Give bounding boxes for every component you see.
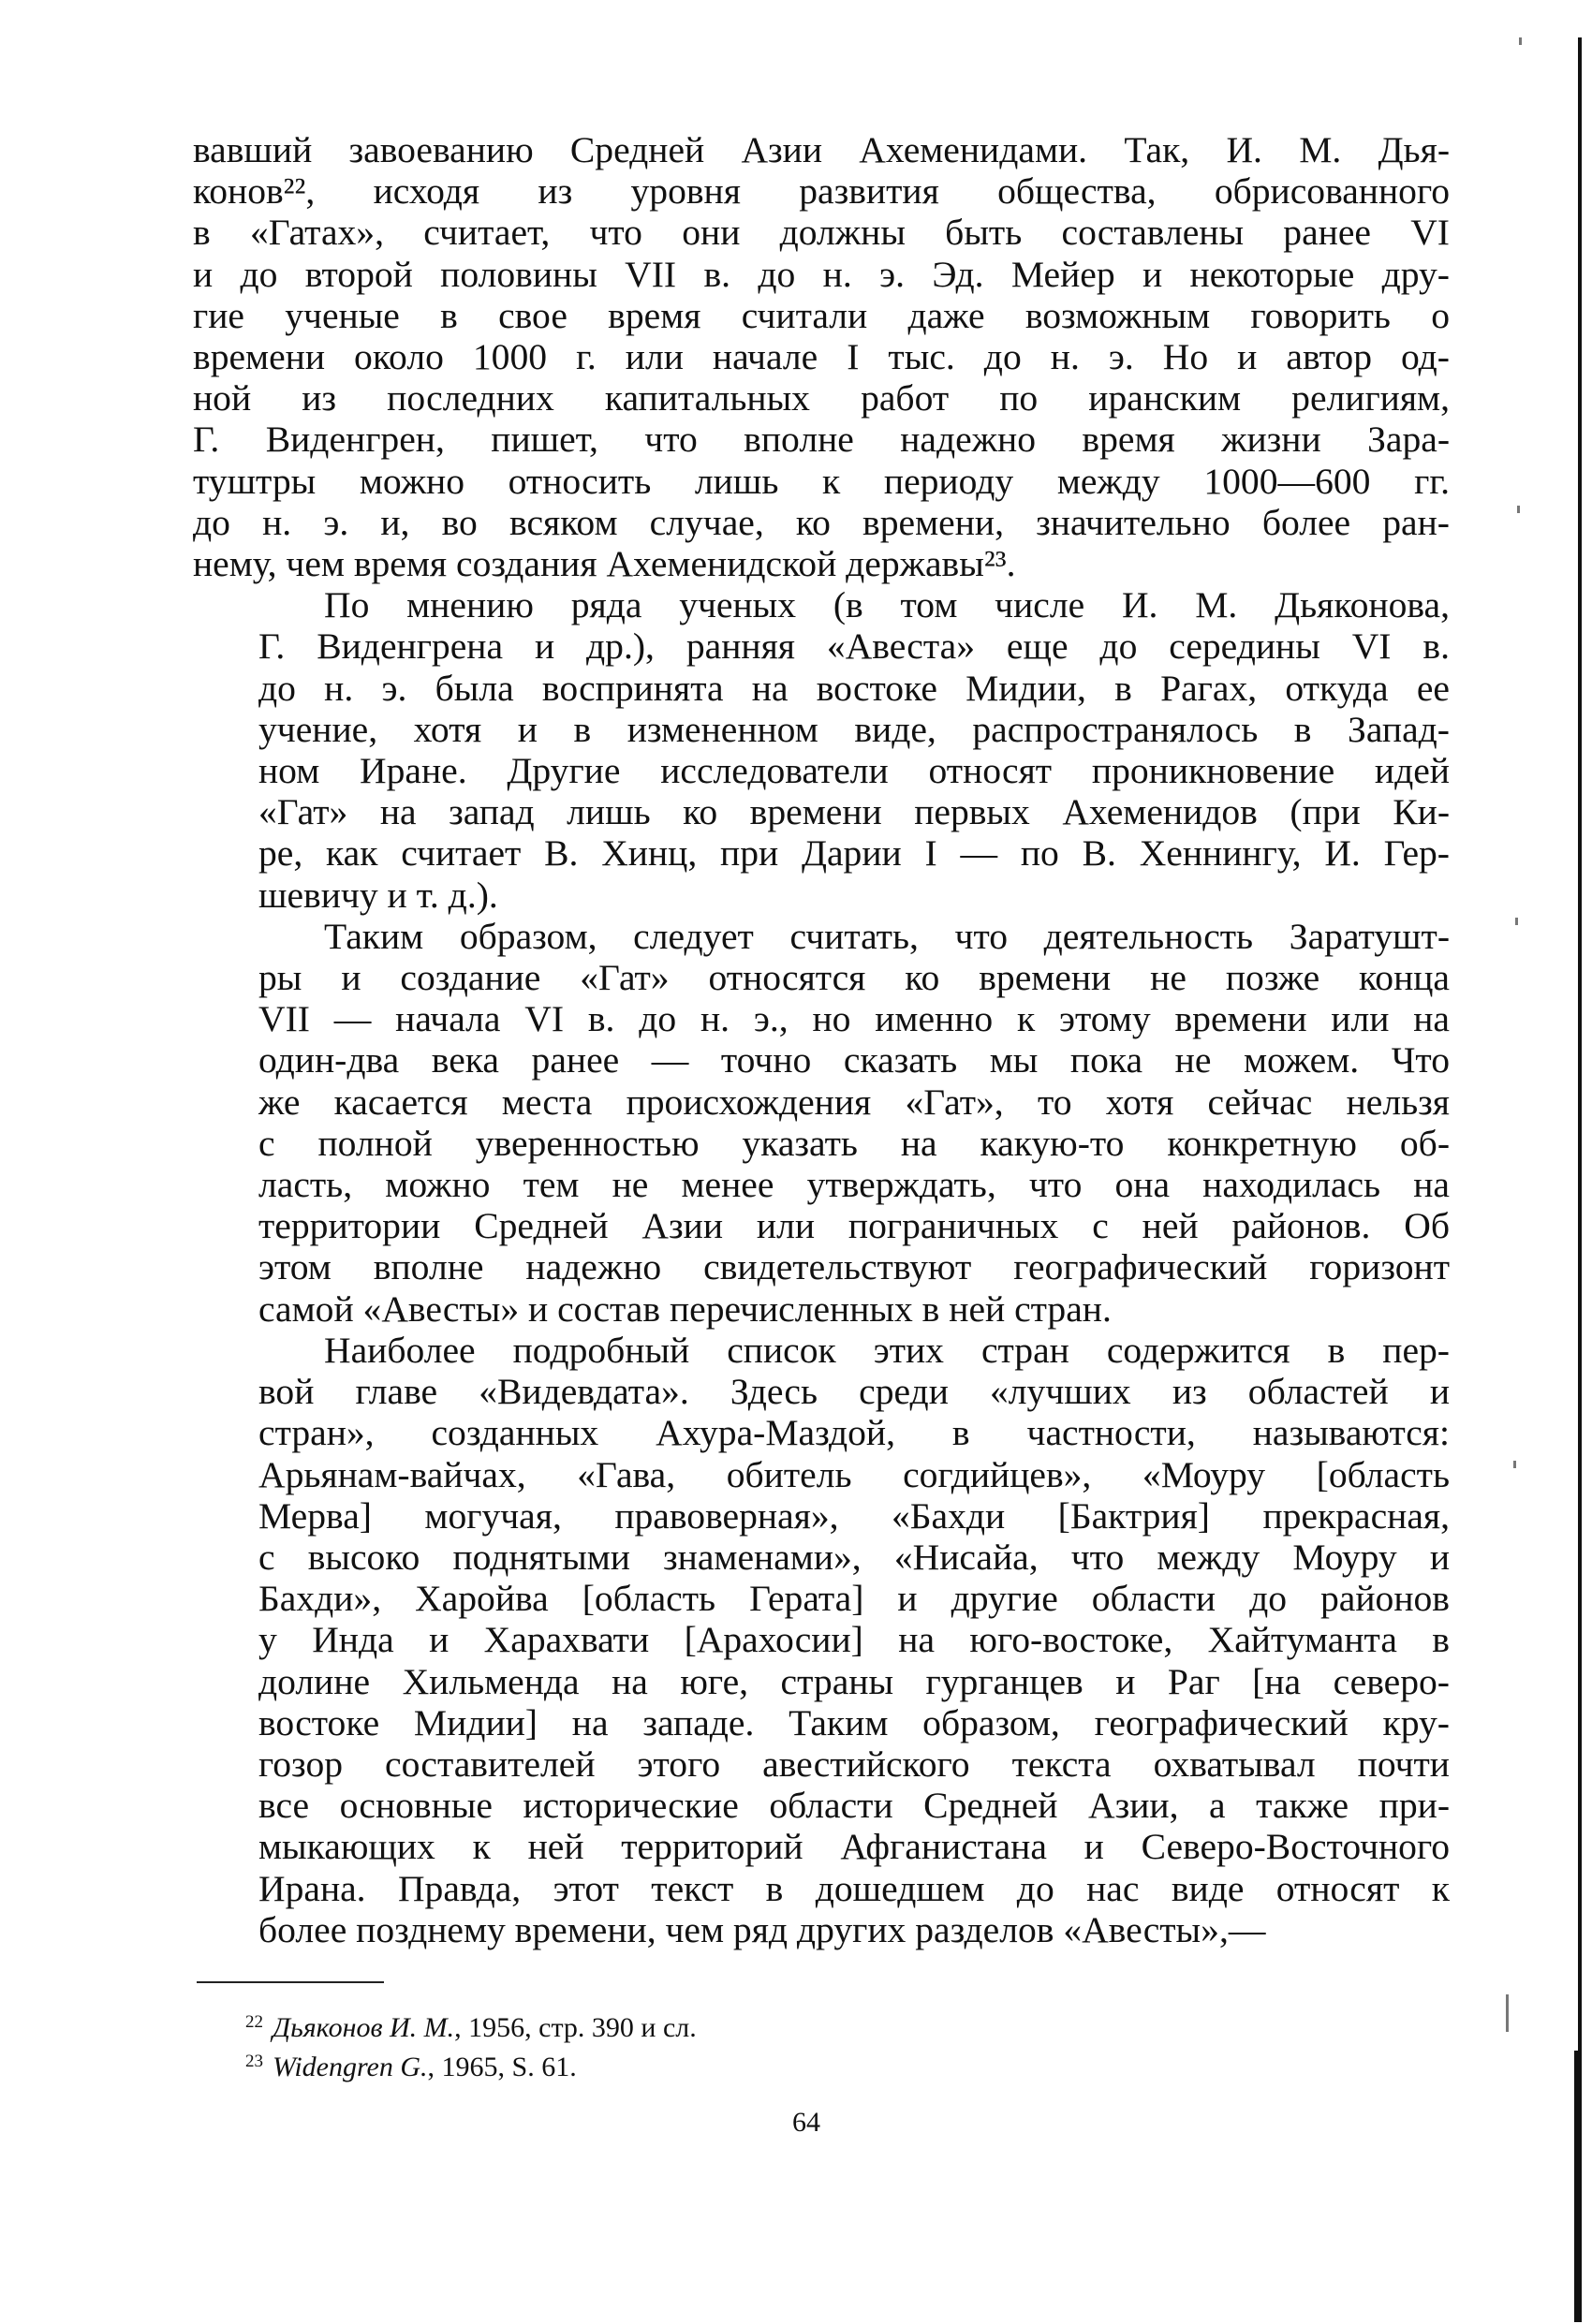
text-line: с высоко поднятыми знаменами», «Нисайа, что между Моуру и — [258, 1536, 1450, 1578]
text-line: ры и создание «Гат» относятся ко времени не позже конца — [258, 957, 1450, 999]
footnote-23 — [245, 2045, 697, 2084]
scan-edge-shadow-dark — [1574, 2051, 1582, 2322]
text-line: один-два века ранее — точно сказать мы пока не можем. Что — [258, 1039, 1450, 1081]
text-line: шевичу и т. д.). — [258, 874, 498, 916]
text-line: По мнению ряда ученых (в том числе И. М. Дьяконова, — [324, 584, 1450, 626]
text-line: Наиболее подробный список этих стран содержится в пер- — [324, 1329, 1450, 1371]
text-line: Г. Виденгрена и др.), ранняя «Авеста» еще до середины VI в. — [258, 625, 1450, 668]
paragraph — [193, 1330, 1450, 1950]
scan-speck — [1513, 1461, 1516, 1468]
text-line: вавший завоеванию Средней Азии Ахеменидами. Так, И. М. Дья- — [193, 129, 1450, 170]
text-line: ном Иране. Другие исследователи относят проникновение идей — [258, 750, 1450, 792]
text-line: территории Средней Азии или пограничных с ней районов. Об — [258, 1205, 1450, 1247]
text-line: VII — начала VI в. до н. э., но именно к этому времени или на — [258, 998, 1450, 1040]
text-line: Мерва] могучая, правоверная», «Бахди [Бактрия] прекрасная, — [258, 1494, 1450, 1537]
text-line: в «Гатах», считает, что они должны быть составлены ранее VI — [193, 212, 1450, 254]
text-line: этом вполне надежно свидетельствуют географический горизонт — [258, 1246, 1450, 1288]
text-line: гие ученые в свое время считали даже возможным говорить о — [193, 294, 1450, 336]
text-line: ласть, можно тем не менее утверждать, что она находилась на — [258, 1164, 1450, 1206]
text-line: туштры можно относить лишь к периоду между 1000—600 гг. — [193, 460, 1450, 502]
footnote-author: Widengren G. — [273, 2052, 428, 2082]
footnote-mark: 23 — [245, 2052, 263, 2071]
scan-speck — [1506, 1994, 1509, 2032]
text-line: Ирана. Правда, этот текст в дошедшем до нас виде относят к — [258, 1867, 1450, 1909]
text-line: Арьянам-вайчах, «Гава, обитель согдийцев», «Моуру [область — [258, 1453, 1450, 1495]
text-line: ной из последних капитальных работ по иранским религиям, — [193, 377, 1450, 419]
text-line: конов²², исходя из уровня развития общества, обрисованного — [193, 170, 1450, 213]
text-line: все основные исторические области Средней Азии, а также при- — [258, 1785, 1450, 1827]
text-line: самой «Авесты» и состав перечисленных в ней стран. — [258, 1287, 1112, 1330]
paragraph — [193, 129, 1450, 584]
text-line: Таким образом, следует считать, что деятельность Заратушт- — [324, 915, 1450, 957]
text-line: до н. э. была воспринята на востоке Мидии, в Рагах, откуда ее — [258, 667, 1450, 709]
body-text — [193, 129, 1450, 1950]
text-line: более позднему времени, чем ряд других разделов «Авесты»,— — [258, 1908, 1266, 1950]
text-line: стран», созданных Ахура-Маздой, в частности, называются: — [258, 1412, 1450, 1454]
text-line: мыкающих к ней территорий Афганистана и Северо-Восточного — [258, 1826, 1450, 1868]
paragraph — [193, 916, 1450, 1330]
text-line: вой главе «Видевдата». Здесь среди «лучших из областей и — [258, 1371, 1450, 1413]
text-line: нему, чем время создания Ахеменидской державы²³. — [193, 543, 1016, 585]
text-line: ре, как считает В. Хинц, при Дарии I — по В. Хеннингу, И. Гер- — [258, 832, 1450, 875]
text-line: учение, хотя и в измененном виде, распространялось в Запад- — [258, 708, 1450, 750]
footnote-divider — [197, 1981, 384, 1983]
text-line: и до второй половины VII в. до н. э. Эд. Мейер и некоторые дру- — [193, 253, 1450, 295]
footnote-reference: , 1956, стр. 390 и сл. — [454, 2012, 697, 2043]
text-line: гозор составителей этого авестийского текста охватывал почти — [258, 1743, 1450, 1785]
footnote-author: Дьяконов И. М. — [273, 2012, 455, 2043]
text-line: востоке Мидии] на западе. Таким образом, географический кру- — [258, 1701, 1450, 1743]
text-line: долине Хильменда на юге, страны гурганцев и Раг [на северо- — [258, 1660, 1450, 1702]
text-line: времени около 1000 г. или начале I тыс. до н. э. Но и автор од- — [193, 336, 1450, 378]
footnotes — [245, 2006, 697, 2084]
text-line: у Инда и Харахвати [Арахосии] на юго-востоке, Хайтуманта в — [258, 1619, 1450, 1661]
footnote-22 — [245, 2006, 697, 2045]
footnote-reference: , 1965, S. 61. — [427, 2052, 577, 2082]
text-line: с полной уверенностью указать на какую-то конкретную об- — [258, 1122, 1450, 1164]
text-line: Г. Виденгрен, пишет, что вполне надежно время жизни Зара- — [193, 419, 1450, 461]
footnote-mark: 22 — [245, 2012, 263, 2032]
text-line: Бахди», Харойва [область Герата] и другие области до районов — [258, 1578, 1450, 1620]
scan-edge-shadow — [1578, 37, 1582, 2322]
text-line: «Гат» на запад лишь ко времени первых Ахеменидов (при Ки- — [258, 791, 1450, 833]
paragraph — [193, 584, 1450, 916]
scan-speck — [1519, 37, 1522, 45]
page-number: 64 — [792, 2107, 820, 2138]
scan-speck — [1515, 918, 1518, 925]
scan-speck — [1517, 506, 1520, 513]
text-line: до н. э. и, во всяком случае, ко времени, значительно более ран- — [193, 501, 1450, 543]
text-line: же касается места происхождения «Гат», то хотя сейчас нельзя — [258, 1081, 1450, 1123]
